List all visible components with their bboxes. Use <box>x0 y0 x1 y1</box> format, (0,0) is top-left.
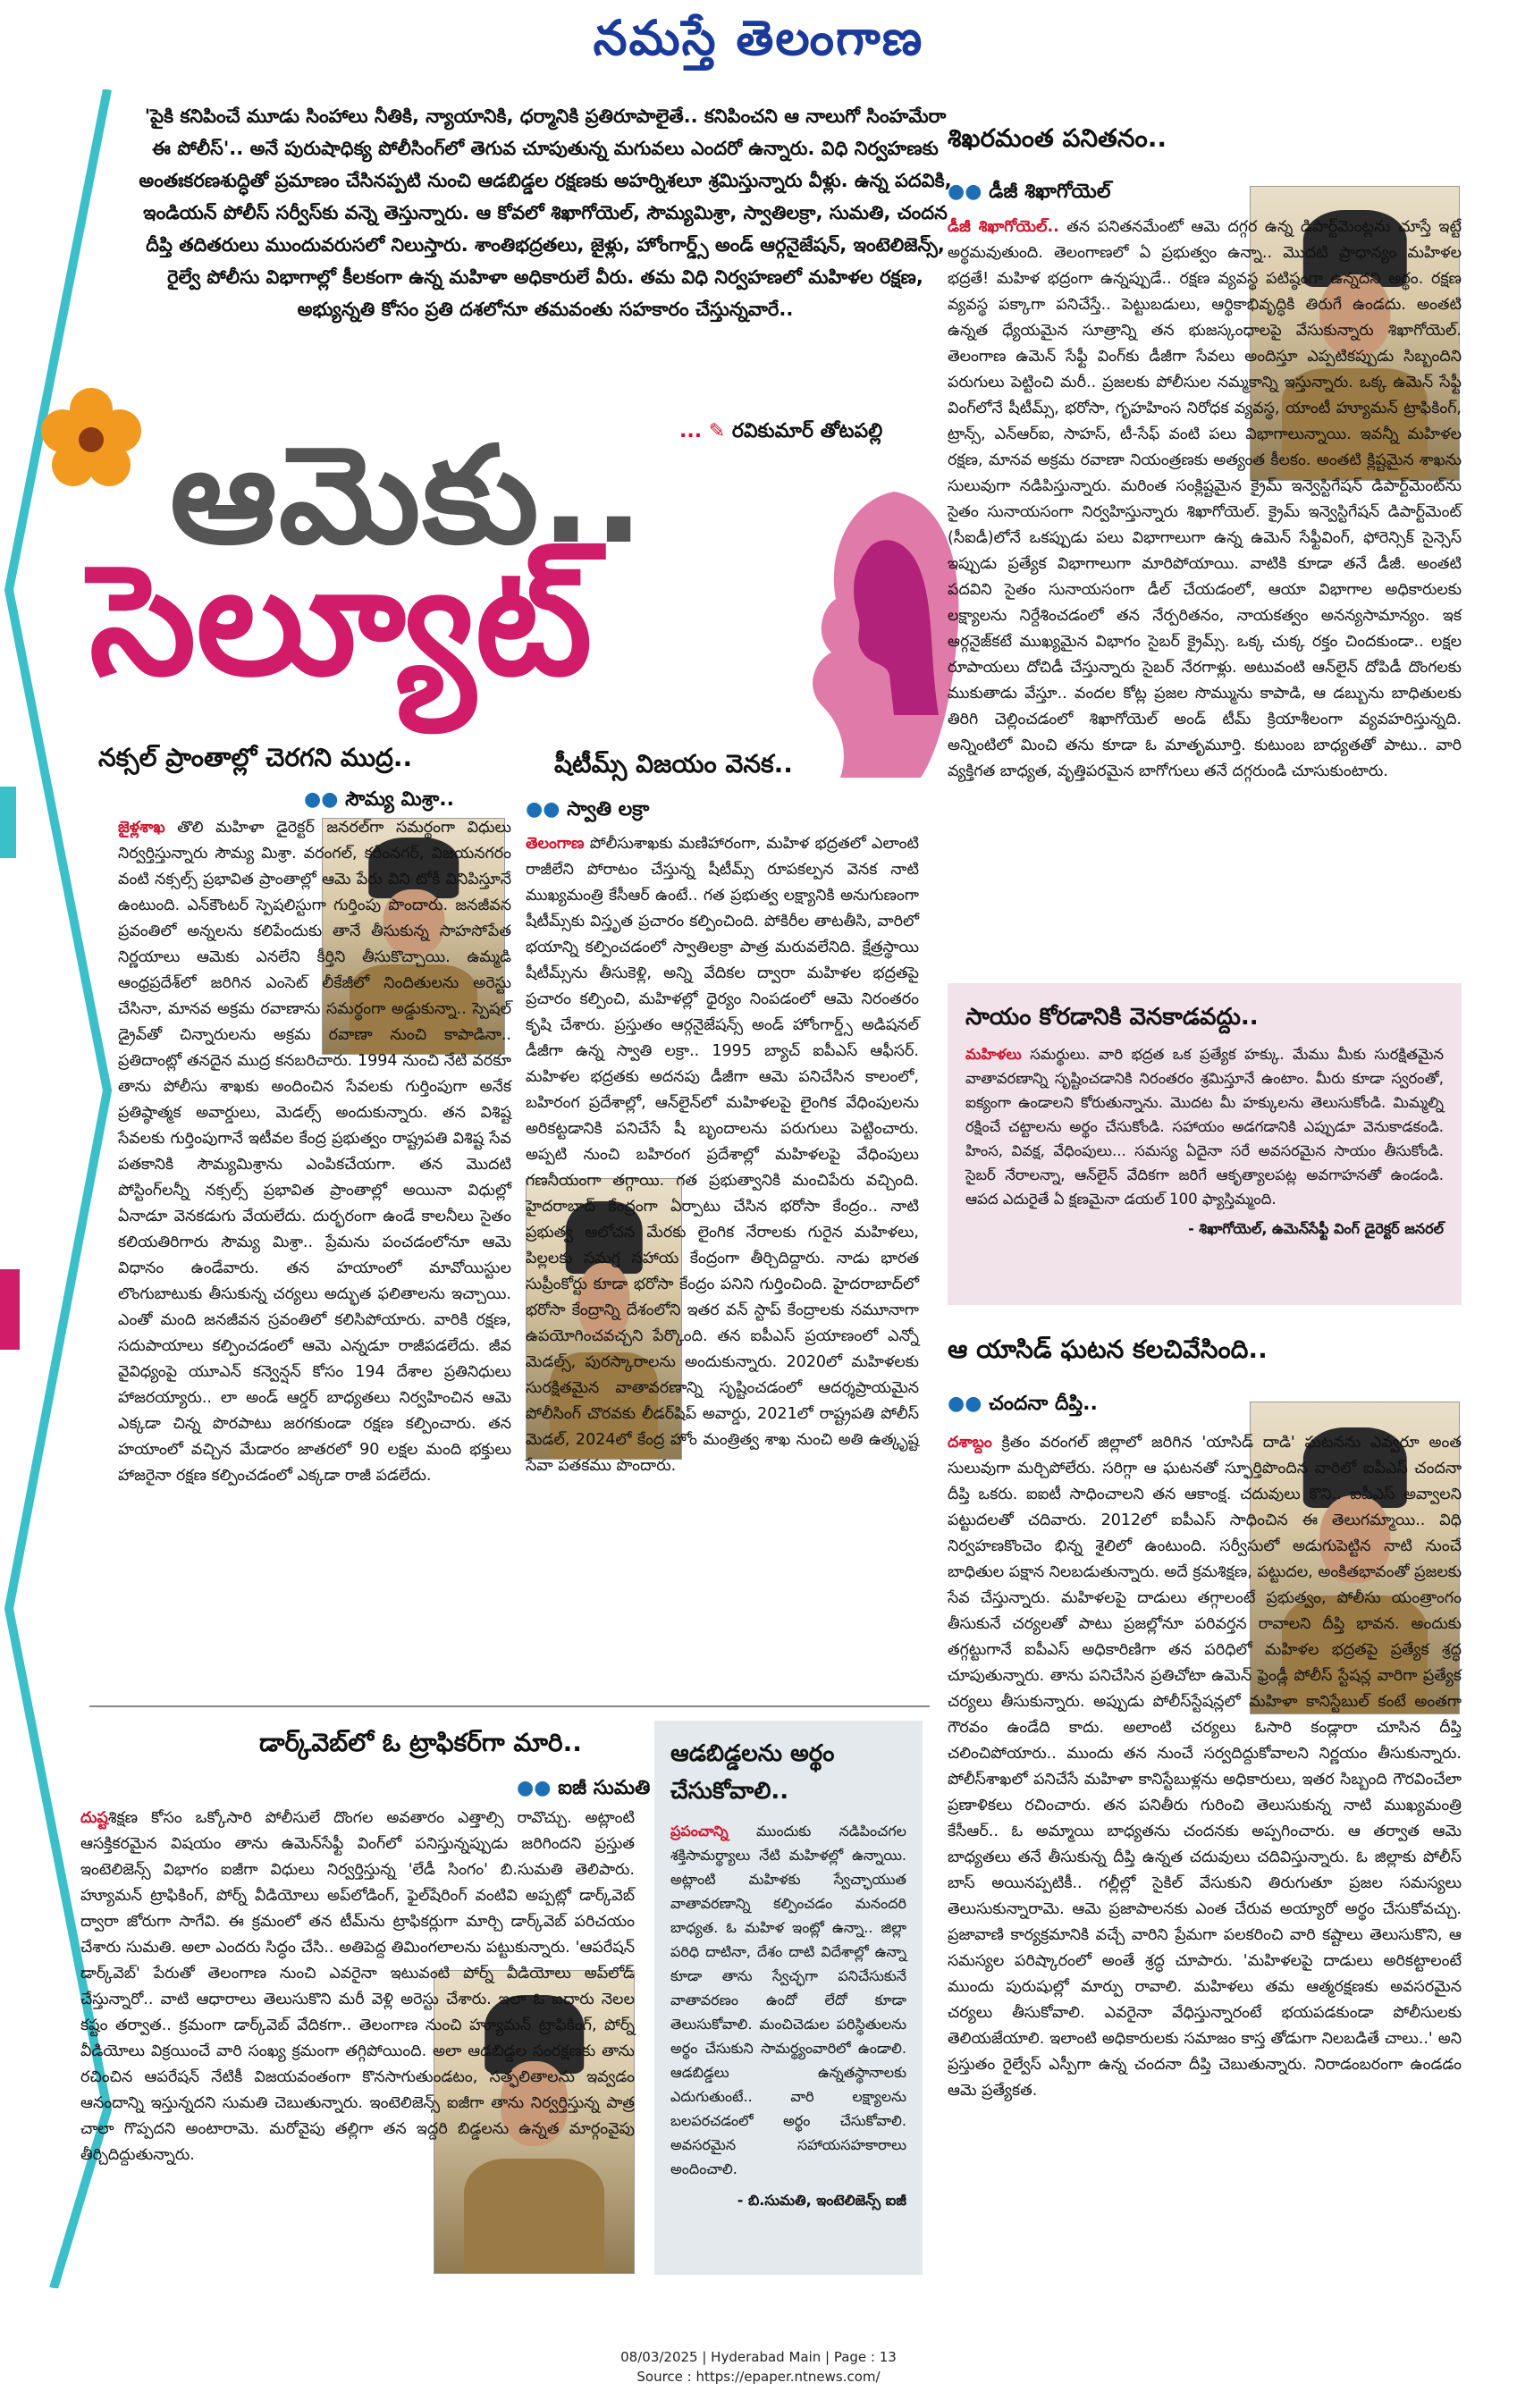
divider <box>89 1705 930 1707</box>
chandana-body <box>948 1430 1462 2104</box>
headline-line2: సెల్యూట్ <box>89 533 593 710</box>
swathi-text: పోలీసుశాఖకు మణిహారంగా, మహిళ భద్రతలో ఎలాంటి రాజీలేని పోరాటం చేస్తున్న షీటీమ్స్ రూపకల్పన వెనక నాటి ముఖ్యమంత్రి కేసీఆర్ ఉంటే.. గత ప్రభుత్వ లక్ష్యానికి అనుగుణంగా షీటీమ్స్‌కు విస్తృత ప్రచారం కల్పించింది. పోకిరీల తాటతీసి, వారిలో భయాన్ని కల్పించడంలో స్వాతిలక్రా పాత్ర మరువలేనిది. క్షేత్రస్థాయి షీటీమ్స్‌ను తీసుకెళ్లి, అన్ని వేదికల ద్వారా మహిళల భద్రతపై ప్రచారం కల్పించి, మహిళల్లో ధైర్యం నింపడంలో ఆమె నిరంతరం కృషి చేశారు. ప్రస్తుతం ఆర్గనైజేషన్స్ అండ్ హోంగార్డ్స్ అడిషనల్ డీజీగా ఉన్న స్వాతి లక్రా.. 1995 బ్యాచ్ ఐపీఎస్ ఆఫీసర్. మహిళల భద్రతకు అదనపు డీజీగా ఆమె పనిచేసిన కాలంలో, బహిరంగ ప్రదేశాల్లో, ఆన్‌లైన్‌లో మహిళలపై లైంగిక వేధింపులను అరికట్టడానికి పనిచేసే షీ బృందాలను పరుగులు పెట్టించారు. అప్పటి నుంచి బహిరంగ ప్రదేశాల్లో మహిళలపై వేధింపులు గణనీయంగా తగ్గాయి. గత ప్రభుత్వానికి మంచిపేరు వచ్చింది. హైదరాబాద్ కేంద్రంగా ఏర్పాటు చేసిన భరోసా కేంద్రం.. నాటి ప్రభుత్వ ఆలోచన మేరకు లైంగిక నేరాలకు గురైన మహిళలు, పిల్లలకు సమగ్ర సహాయ కేంద్రంగా తీర్చిదిద్దారు. నాడు భారత సుప్రీంకోర్టు కూడా భరోసా కేంద్రం పనిని గుర్తించింది. హైదరాబాద్‌లో భరోసా కేంద్రాన్ని దేశంలోని ఇతర వన్ స్టాప్ కేంద్రాలకు నమూనాగా ఉపయోగించవచ్చని పేర్కొంది. తన ఐపీఎస్ ప్రయాణంలో ఎన్నో మెడల్స్, పురస్కారాలను అందుకున్నారు. 2020లో మహిళలకు సురక్షితమైన వాతావరణాన్ని సృష్టించడంలో ఆదర్శప్రాయమైన పోలీసింగ్ చొరవకు లీడర్‌షిప్ అవార్డు, 2021లో రాష్ట్రపతి పోలీస్ మెడల్, 2024లో కేంద్ర హోం మంత్రిత్వ శాఖ నుంచి అతి ఉత్కృష్ట సేవా పతకము పొందారు. <box>526 835 919 1475</box>
sumathi-quote-sign: - బి.సుమతి, ఇంటెలిజెన్స్ ఐజీ <box>737 2192 906 2209</box>
sumathi-heading: డార్క్‌వెబ్‌లో ఓ ట్రాఫికర్‌గా మారి.. <box>259 1728 582 1757</box>
newspaper-logo: నమస్తే తెలంగాణ <box>593 9 924 66</box>
shikha-quote-box <box>948 983 1462 1305</box>
swathi-section <box>554 746 965 782</box>
masthead <box>0 0 1517 79</box>
swathi-heading: షీటీమ్స్ విజయం వెనక.. <box>554 749 793 779</box>
chandana-name: చందనా దీప్తి.. <box>989 1393 1098 1415</box>
bullet-icon: ●● <box>526 798 568 821</box>
shikha-quote-sign: - శిఖాగోయెల్, ఉమెన్‌సేఫ్టీ వింగ్ డైరెక్టర్ జనరల్ <box>1188 1220 1444 1237</box>
byline-author: రవికుమార్ తోటపల్లి <box>731 420 883 442</box>
shikha-name-tag <box>948 181 1110 207</box>
sumathi-name: ఐజీ సుమతి <box>558 1777 651 1799</box>
shikha-quote-text: సమర్థులు. వారి భద్రత ఒక ప్రత్యేక హక్కు. మేము మీకు సురక్షితమైన వాతావరణాన్ని సృష్టించడానికి నిరంతరం శ్రమిస్తూనే ఉంటాం. మీరు కూడా స్వరంతో, ఐక్యంగా ఉండాలని కోరుతున్నాను. మొదట మీ హక్కులను తెలుసుకోండి. మిమ్మల్ని రక్షించే చట్టాలను అర్థం చేసుకోండి. సహాయం అడగడానికి ఎప్పుడూ వెనుకాడకండి. హింస, వివక్ష, వేధింపులు... సమస్య ఏదైనా సరే అవసరమైన సాయం తీసుకోండి. సైబర్ నేరాలన్నా, ఆన్‌లైన్ వేదికగా జరిగే ఆకృత్యాలపట్ల అవగాహనతో ఉండండి. ఆపద ఎదురైతే ఏ క్షణమైనా డయల్ 100 ఫ్యాస్తిమ్మంది. <box>965 1046 1444 1208</box>
intro-paragraph: 'పైకి కనిపించే మూడు సింహాలు నీతికి, న్యాయానికి, ధర్మానికి ప్రతిరూపాలైతే.. కనిపించని ఆ నాలుగో సింహమేరా ఈ పోలీస్'.. అనే పురుషాధిక్య పోలీసింగ్‌లో తెగువ చూపుతున్న మగువలు ఎందరో ఉన్నారు. విధి నిర్వహణకు అంతఃకరణశుద్ధితో ప్రమాణం చేసినప్పటి నుంచి ఆడబిడ్డల రక్షణకు అహర్నిశలూ శ్రమిస్తున్నారు వీళ్లు. ఉన్న పదవికి, ఇండియన్ పోలీస్ సర్వీస్‌కు వన్నె తెస్తున్నారు. ఆ కోవలో శిఖాగోయెల్, సౌమ్యమిశ్రా, స్వాతిలక్రా, సుమతి, చందన దీప్తి తదితరులు ముందువరుసలో నిలుస్తారు. శాంతిభద్రతలు, జైళ్లు, హోంగార్డ్స్ అండ్ ఆర్గనైజేషన్, ఇంటెలిజెన్స్, రైల్వే పోలీసు విభాగాల్లో కీలకంగా ఉన్న మహిళా అధికారులే వీరు. తమ విధి నిర్వహణలో మహిళల రక్షణ, అభ్యున్నతి కోసం ప్రతి దశలోనూ తమవంతు సహకారం చేస్తున్నవారే.. <box>139 105 952 320</box>
chandana-lead: దశాబ్దం <box>948 1434 992 1452</box>
sumathi-lead: దుష్ట <box>80 1809 108 1827</box>
swathi-name-tag <box>526 798 649 825</box>
shikha-name: డీజీ శిఖాగోయెల్ <box>989 181 1111 203</box>
sumathi-quote-lead: ప్రపంచాన్ని <box>670 1823 729 1840</box>
woman-silhouette-illustration <box>787 483 965 778</box>
swathi-lead: తెలంగాణ <box>526 835 585 853</box>
sumathi-quote-body <box>670 1819 906 2181</box>
soumya-name-tag <box>304 788 454 815</box>
bullet-icon: ●● <box>517 1777 559 1799</box>
sumathi-section <box>259 1725 644 1761</box>
soumya-section <box>98 740 527 776</box>
soumya-body <box>118 815 511 1489</box>
swathi-body <box>526 831 919 1479</box>
bullet-icon: ●● <box>948 1393 990 1415</box>
sumathi-body <box>80 1806 635 2168</box>
shikha-heading: శిఖరమంత పనితనం.. <box>948 123 1167 153</box>
flower-icon <box>38 384 145 492</box>
chandana-section <box>948 1332 1448 1368</box>
bullet-icon: ●● <box>948 181 990 203</box>
shikha-lead: డీజీ శిఖాగోయెల్.. <box>948 218 1059 236</box>
shikha-section <box>948 121 1448 156</box>
sumathi-text: శిక్షణ కోసం ఒక్కోసారి పోలీసులే దొంగల అవతారం ఎత్తాల్సి రావొచ్చు. అట్లాంటి ఆసక్తికరమైన విషయం తాను ఉమెన్‌సేఫ్టీ వింగ్‌లో పనిస్తున్నప్పుడు జరిగిందని ప్రస్తుత ఇంటెలిజెన్స్ విభాగం ఐజీగా విధులు నిర్వర్తిస్తున్న 'లేడీ సింగం' బి.సుమతి తెలిపారు. హ్యూమన్ ట్రాఫికింగ్, పోర్న్ వీడియోలు అప్‌లోడింగ్, ఫైల్‌షేరింగ్ వంటివి అప్పట్లో డార్క్‌వెబ్ ద్వారా జోరుగా సాగేవి. ఈ క్రమంలో తన టీమ్‌ను ట్రాఫికర్లుగా మార్చి డార్క్‌వెబ్‌ పరిచయం చేశారు సుమతి. అలా ఎందరు సిద్ధం చేసి.. అతిపెద్ద తిమింగలాలను పట్టుకున్నారు. 'ఆపరేషన్ డార్క్‌వెబ్' పేరుతో తెలంగాణ నుంచి ఎవరైనా ఇటువంటి పోర్న్ వీడియోలు అప్‌లోడ్ చేస్తున్నారో.. వాటి ఆధారాలు తెలుసుకొని మరీ వెళ్లి అరెస్టు చేశారు. ఇలా ఓ ఐదారు నెలల కష్టం తర్వాత.. క్రమంగా డార్క్‌వెబ్ వేదికగా.. తెలంగాణ నుంచి హ్యూమన్ ట్రాఫికింగ్, పోర్న్ వీడియోలు విక్రయించే వారి సంఖ్య క్రమంగా తగ్గిపోయింది. అలా ఆడబిడ్డల సంరక్షణకు తాను రచించిన ఆపరేషన్ నేటికీ విజయవంతంగా కొనసాగుతుండటం, సత్ఫలితాలను ఇవ్వడం ఆనందాన్ని ఇస్తున్నదని సుమతి చెబుతున్నారు. ఇంటెలిజెన్స్ ఐజీగా తాను నిర్వర్తిస్తున్న పాత్ర చాలా గొప్పదని అంటారామె. మరోవైపు తల్లిగా తన ఇద్దరి బిడ్డలను ఉన్నత మార్గంవైపు తీర్చిదిద్దుతున్నారు. <box>80 1809 635 2164</box>
byline-prefix: ... <box>679 420 703 442</box>
soumya-lead: జైళ్లశాఖ <box>118 819 165 837</box>
chandana-name-tag <box>948 1393 1098 1419</box>
footer-date-edition: 08/03/2025 | Hyderabad Main | Page : 13 <box>620 2349 897 2365</box>
shikha-quote-heading: సాయం కోరడానికి వెనకాడవద్దు.. <box>965 1004 1259 1031</box>
sumathi-quote-heading: ఆడబిడ్డలను అర్థం చేసుకోవాలి.. <box>670 1740 835 1805</box>
soumya-text: తొలి మహిళా డైరెక్టర్ జనరల్‌గా సమర్థంగా విధులు నిర్వర్తిస్తున్నారు సౌమ్య మిశ్రా. వరంగల్, కరీంనగర్, విజయనగరం వంటి నక్సల్స్ ప్రభావిత ప్రాంతాల్లో ఆమె పేరు విని టోకీ వినిపిస్తూనే ఉంటుంది. ఎన్‌కౌంటర్ స్పెషలిస్టుగా గుర్తింపు పొందారు. జనజీవన ప్రవంతిలో అన్నలను కలిపేందుకు తానే తీసుకున్న సాహసోపేత నిర్ణయాలు ఆమెకు ఎనలేని కీర్తిని తీసుకొచ్చాయి. ఉమ్మడి ఆంధ్రప్రదేశ్‌లో జరిగిన ఎంసెట్ లీకేజీలో నిందితులను అరెస్టు చేసినా, మానవ అక్రమ రవాణాను సమర్థంగా అడ్డుకున్నా.. స్పెషల్ డ్రైవ్‌తో చిన్నారులను అక్రమ రవాణా నుంచి కాపాడినా.. ప్రతిదాంట్లో తనదైన ముద్ర కనబరిచారు. 1994 నుంచి నేటి వరకూ తాను పోలీసు శాఖకు అందించిన సేవలకు గుర్తింపుగా అనేక ప్రతిష్ఠాత్మక అవార్డులు, మెడల్స్ అందుకున్నారు. తన విశిష్ట సేవలకు గుర్తింపుగానే ఇటీవల కేంద్ర ప్రభుత్వం రాష్ట్రపతి విశిష్ట సేవ పతకానికి సౌమ్యమిశ్రాను ఎంపికచేయగా. తన మొదటి పోస్టింగ్‌లన్నీ నక్సల్స్ ప్రభావిత ప్రాంతాల్లో అయినా విధుల్లో ఏనాడూ వెనకడుగు వేయలేదు. దుర్భరంగా ఉండే కాలనీలు సైతం కలియతిరిగారు సౌమ్య మిశ్రా.. ప్రేమను పంచడంలోనూ ఆమె విధానం ఉండేవారు. తన హయాంలో మావోయిస్టుల లొంగుబాటుకు తీసుకున్న చర్యలు అద్భుత ఫలితాలను ఇచ్చాయి. ఎంతో మంది జనజీవన స్రవంతిలో కలిసిపోయారు. వారికి రక్షణ, సదుపాయాలు కల్పించడంలో ఆమె ఎన్నడూ రాజీపడలేదు. జీవ వైవిధ్యంపై యూఎన్ కన్వెన్షన్ కోసం 194 దేశాల ప్రతినిధులు హాజరయ్యారు.. లా అండ్ ఆర్డర్ బాధ్యతలు నిర్వహించిన ఆమె ఎక్కడా చిన్న పొరపాటు జరగకుండా రక్షణ కల్పించారు. తన హయాంలో వచ్చిన మేడారం జాతరలో 90 లక్షల మంది భక్తులు హాజరైనా రక్షణ కల్పించడంలో ఎక్కడా రాజీ పడలేదు. <box>118 819 511 1485</box>
chandana-heading: ఆ యాసిడ్ ఘటన కలచివేసింది.. <box>948 1335 1268 1364</box>
page-footer <box>0 2347 1517 2387</box>
soumya-heading: నక్సల్ ప్రాంతాల్లో చెరగని ముద్ర.. <box>98 743 413 772</box>
shikha-quote-lead: మహిళలు <box>965 1046 1022 1063</box>
headline-line1: ఆమెకు.. <box>170 418 646 574</box>
shikha-body <box>948 215 1462 785</box>
sumathi-quote-text: ముందుకు నడిపించగల శక్తిసామర్థ్యాలు నేటి మహిళల్లో ఉన్నాయి. అట్లాంటి మహిళకు స్వేచ్ఛాయుత వాతావరణాన్ని కల్పించడం మనందరి బాధ్యత. ఓ మహిళ ఇంట్లో ఉన్నా.. జిల్లా పరిధి దాటినా, దేశం దాటి విదేశాల్లో ఉన్నా కూడా తాను స్వేచ్ఛగా పనిచేసుకునే వాతావరణం ఉందో లేదో కూడా తెలుసుకోవాలి. మంచిచెడుల పరిస్థితులను అర్థం చేసుకుని సామర్థ్యంవారిలో ఉండాలి. ఆడబిడ్డలు ఉన్నతస్థానాలకు ఎదుగుతుంటే.. వారి లక్ష్యాలను బలపరచడంలో అర్థం చేసుకోవాలి. అవసరమైన సహాయసహకారాలు అందించాలి. <box>670 1823 906 2177</box>
shikha-quote-body <box>965 1042 1444 1211</box>
chandana-text: క్రితం వరంగల్ జిల్లాలో జరిగిన 'యాసిడ్ దాడి' ఘటనను ఎవ్వరూ అంత సులువుగా మర్చిపోలేరు. సరిగ్గా ఆ ఘటనతో స్ఫూర్తిపొందిన వారిలో ఐపీఎస్ చందనా దీప్తి ఒకరు. ఐఐటీ సాధించాలని తన ఆకాంక్ష. చదువులు కొని.. ఐపీఎస్ అవ్వాలని పట్టుదలతో చదివారు. 2012లో ఐపీఎస్ సాధించిన ఈ తెలుగమ్మాయి.. విధి నిర్వహణకొంచెం భిన్న శైలిలో ఉంటుంది. సర్వీసులో అడుగుపెట్టిన నాటి నుంచే బాధితుల పక్షాన నిలబడుతున్నారు. అదే క్రమశిక్షణ, పట్టుదల, అంకితభావంతో ప్రజలకు సేవ చేస్తున్నారు. మహిళలపై దాడులు తగ్గాలంటే ప్రభుత్వం, పోలీసు యంత్రాంగం తీసుకునే చర్యలతో పాటు ప్రజల్లోనూ పరివర్తన రావాలని దీప్తి భావన. అందుకు తగ్గట్టుగానే ఐపీఎస్ అధికారిణిగా తన పరిధిలో మహిళల భద్రతపై ప్రత్యేక శ్రద్ధ చూపుతున్నారు. తాను పనిచేసిన ప్రతిచోటా ఉమెన్ ఫ్రెండ్లీ పోలీస్ స్టేషన్ల వారిగా ప్రత్యేక చర్యలు తీసుకున్నారు. అప్పుడు పోలీస్‌స్టేషన్లలో మహిళా కానిస్టేబుల్ కంటే అంతగా గౌరవం ఉండేది కాదు. అలాంటి చర్యలు ఓసారి కండ్లారా చూసిన దీప్తి చలించిపోయారు.. ముందు తన నుంచే సర్వదిద్దుకోవాలని నిర్ణయం తీసుకున్నారు. పోలీస్‌శాఖలో పనిచేసే మహిళా కానిస్టేబుళ్లను అధికారులు, ఇతర సిబ్బంది గౌరవించేలా ప్రణాళికలు రచించారు. తన పనితీరు గురించి తెలుసుకున్న నాటి ముఖ్యమంత్రి కేసీఆర్.. ఓ అమ్మాయి బాధ్యతను చందనకు అప్పగించారు. ఆ తర్వాత ఆమె బాధ్యతలు తనే తీసుకున్న దీప్తి ఉన్నత చదువులు చదివిస్తున్నారు. ఓ జిల్లాకు పోలీస్ బాస్ అయినప్పటికీ.. గల్లీల్లో సైకిల్ వేసుకుని తిరుగుతూ ప్రజల సమస్యలు తెలుసుకున్నారామె. ఆమె ప్రజాపాలనకు ఎంత చేరువ అయ్యారో అర్థం చేసుకోవచ్చు. ప్రజావాణి కార్యక్రమానికి వచ్చే వారిని ప్రేమగా పలకరించి వారి కష్టాలు తెలుసుకొని, ఆ సమస్యల పరిష్కారంలో అంతే శ్రద్ధ చూపారు. 'మహిళలపై దాడులు అరికట్టాలంటే ముందు పురుషుల్లో మార్పు రావాలి. మహిళలు తమ ఆత్మరక్షణకు అవసరమైన చర్యలు తీసుకోవాలి. ఎవరైనా వేధిస్తున్నారంటే భయపడకుండా పోలీసులకు తెలియజేయాలి. ఇలాంటి అధికారులకు సమాజం కాస్త తోడుగా నిలబడితే చాలు..' అని ప్రస్తుతం రైల్వేస్ ఎస్పీగా ఉన్న చందనా దీప్తి చెబుతున్నారు. నిరాడంబరంగా ఉండడం ఆమె ప్రత్యేకత. <box>948 1434 1462 2100</box>
pen-icon: ✎ <box>708 420 732 442</box>
footer-source: Source : https://epaper.ntnews.com/ <box>636 2369 881 2385</box>
sumathi-quote-box <box>654 1721 923 2275</box>
byline <box>679 420 882 447</box>
swathi-name: స్వాతి లక్రా <box>567 798 650 821</box>
shikha-text: తన పనితనమేంటో ఆమె దగ్గర ఉన్న డిపార్ట్‌మెంట్లను చూస్తే ఇట్టే అర్థమవుతుంది. తెలంగాణలో ఏ ప్రభుత్వం ఉన్నా.. మొదటి ప్రాధాన్యం మహిళల భద్రతే! మహిళ భద్రంగా ఉన్నప్పుడే.. రక్షణ వ్యవస్థ పటిష్ఠంగా ఉన్నదని అర్థం. రక్షణ వ్యవస్థ పక్కాగా పనిచేస్తే.. పెట్టుబడులు, ఆర్థికాభివృద్ధికి తిరుగే ఉండదు. అంతటి ఉన్నత ధ్యేయమైన సూత్రాన్ని తన భుజస్కంధాలపై వేసుకున్నారు శిఖాగోయెల్. తెలంగాణ ఉమెన్ సేఫ్టీ వింగ్‌కు డీజీగా సేవలు అందిస్తూ ఎప్పటికప్పుడు సిబ్బందిని పరుగులు పెట్టించి మరీ.. ప్రజలకు పోలీసుల నమ్మకాన్ని ఇస్తున్నారు. ఒక్క ఉమెన్ సేఫ్టీ వింగ్‌లోనే షీటీమ్స్, భరోసా, గృహహింస నిరోధక వ్యవస్థ, యాంటీ హ్యూమన్ ట్రాఫికింగ్, ట్రాన్స్, ఎన్ఆర్ఐ, సాహస్, టీ-సేఫ్ వంటి పలు విభాగాలున్నాయి. ఇవన్నీ మహిళల రక్షణ, మానవ అక్రమ రవాణా నియంత్రణకు అత్యంత కీలకం. అంతటి క్లిష్టమైన శాఖను సులువుగా నడిపిస్తున్నారు. మరింత సంక్లిష్టమైన క్రైమ్ ఇన్వెస్టిగేషన్ డిపార్ట్‌మెంట్‌ను సైతం సునాయసంగా నిర్వహిస్తున్నారు శిఖాగోయెల్. క్రైమ్ ఇన్వెస్టిగేషన్ డిపార్ట్‌మెంట్ (సీఐడీ)లోనే ఒకప్పుడు పలు విభాగాలుగా ఉన్న ఉమెన్ సేఫ్టీవింగ్, ఫోరెన్సిక్ సైన్సెస్ ఇప్పుడు ప్రత్యేక విభాగాలుగా మారిపోయాయి. వాటికి కూడా తనే డీజీ. అంతటి పదవిని సైతం సునాయసంగా డీల్ చేయడంలో, ఆయా విభాగాల అధికారులకు లక్ష్యాలను నిర్దేశించడంలో తన నేర్పరితనం, నాయకత్వం అనన్యసామాన్యం. ఇక ఆర్గనైజ్‌కటే ముఖ్యమైన విభాగం సైబర్ క్రైమ్స్. ఒక్క చుక్క రక్తం చిందకుండా.. లక్షల రూపాయలు దోచిడీ చేస్తున్నారు సైబర్ నేరగాళ్లు. అటువంటి ఆన్‌లైన్ దోపిడీ దొంగలకు ముకుతాడు వేస్తూ.. వందల కోట్ల ప్రజల సొమ్మును కాపాడి, ఆ డబ్బును బాధితులకు తిరిగి చెల్లించడంలో శిఖాగోయెల్ అండ్ టీమ్ క్రియాశీలంగా వ్యవహరిస్తున్నది. అన్నింటిలో మించి తను కూడా ఓ మాతృమూర్తి. కుటుంబ బాధ్యతతో పాటు.. వారి వ్యక్తిగత బాధ్యత, వృత్తిపరమైన బాగోగులు తనే దగ్గరుండి చూసుకుంటారు. <box>948 218 1462 780</box>
soumya-name: సౌమ్య మిశ్రా.. <box>345 788 454 811</box>
sumathi-name-tag <box>517 1777 650 1804</box>
bullet-icon: ●● <box>304 788 346 811</box>
